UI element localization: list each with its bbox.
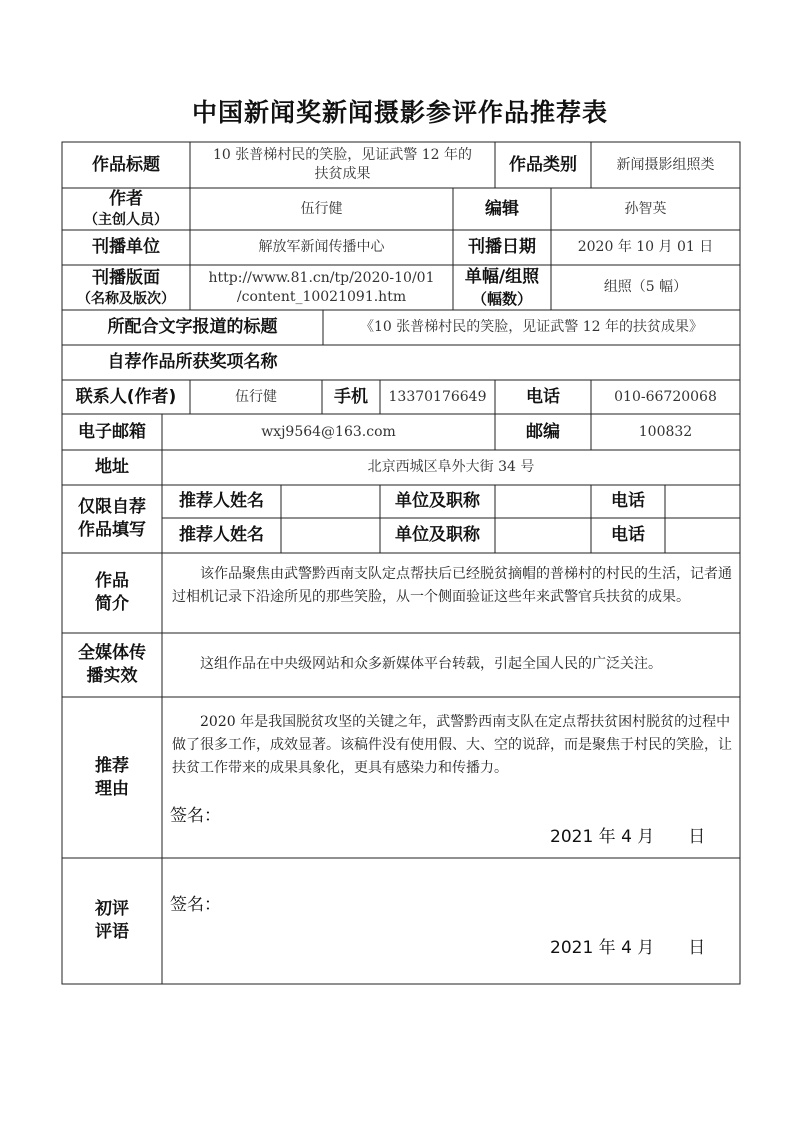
reason-line2: 理由 bbox=[95, 778, 129, 799]
recommender2-phone-value[interactable] bbox=[665, 518, 740, 553]
author-label-main: 作者 bbox=[109, 189, 143, 210]
recommender1-unit-label: 单位及职称 bbox=[395, 491, 480, 512]
media-effect-line1: 全媒体传 bbox=[78, 643, 146, 664]
postcode-value[interactable]: 100832 bbox=[638, 423, 693, 440]
awards-value[interactable] bbox=[323, 345, 740, 380]
author-value[interactable]: 伍行健 bbox=[300, 200, 343, 217]
review-signature-label: 签名： bbox=[170, 895, 221, 915]
article-title-label: 所配合文字报道的标题 bbox=[107, 317, 278, 338]
layout-value[interactable] bbox=[190, 265, 453, 310]
mobile-label: 手机 bbox=[334, 386, 368, 407]
recommender1-phone-value[interactable] bbox=[665, 485, 740, 518]
single-group-value[interactable]: 组照（5 幅） bbox=[603, 279, 688, 296]
recommender2-unit-value[interactable] bbox=[495, 518, 591, 553]
self-only-label bbox=[62, 485, 162, 553]
phone-label: 电话 bbox=[526, 386, 560, 407]
form-title: 中国新闻奖新闻摄影参评作品推荐表 bbox=[191, 98, 608, 127]
recommender1-name-value[interactable] bbox=[281, 485, 380, 518]
reason-text[interactable]: 2020 年是我国脱贫攻坚的关键之年，武警黔西南支队在定点帮扶贫困村脱贫的过程中做了很多工作，成效显著。该稿件没有使用假、大、空的说辞，而是聚焦于村民的笑脸，让扶贫工作带来的成果具象化，更具有感染力和传播力。 bbox=[172, 714, 732, 777]
reason-date: 2021 年 4 月 日 bbox=[550, 827, 706, 847]
recommender1-unit-value[interactable] bbox=[495, 485, 591, 518]
publisher-value[interactable]: 解放军新闻传播中心 bbox=[258, 239, 385, 256]
layout-label-sub: （名称及版次） bbox=[77, 290, 175, 307]
reason-signature-label: 签名： bbox=[170, 806, 221, 826]
recommender1-name-label: 推荐人姓名 bbox=[179, 491, 264, 512]
recommender2-unit-label: 单位及职称 bbox=[395, 525, 480, 546]
recommender2-phone-label: 电话 bbox=[611, 525, 645, 546]
author-label-sub: （主创人员） bbox=[84, 212, 168, 229]
author-label bbox=[62, 188, 190, 230]
phone-value[interactable]: 010-66720068 bbox=[614, 388, 717, 405]
media-effect-label bbox=[62, 633, 162, 697]
media-effect-text[interactable]: 这组作品在中央级网站和众多新媒体平台转载，引起全国人民的广泛关注。 bbox=[200, 656, 662, 673]
review-line1: 初评 bbox=[95, 899, 129, 920]
media-effect-line2: 播实效 bbox=[86, 666, 138, 686]
self-only-line1: 仅限自荐 bbox=[78, 497, 146, 518]
email-label: 电子邮箱 bbox=[78, 421, 146, 442]
single-group-label-main: 单幅/组照 bbox=[464, 266, 540, 287]
editor-label: 编辑 bbox=[485, 198, 519, 219]
contact-value[interactable]: 伍行健 bbox=[235, 388, 277, 405]
summary-text[interactable]: 该作品聚焦由武警黔西南支队定点帮扶后已经脱贫摘帽的普梯村的村民的生活，记者通过相机记录下沿途所见的那些笑脸，从一个侧面验证这些年来武警官兵扶贫的成果。 bbox=[172, 566, 732, 606]
work-title-label: 作品标题 bbox=[92, 154, 160, 175]
layout-line2: /content_10021091.htm bbox=[236, 288, 407, 305]
reason-label bbox=[62, 697, 162, 858]
work-title-line1: 10 张普梯村民的笑脸，见证武警 12 年的 bbox=[213, 147, 472, 164]
work-category-value[interactable]: 新闻摄影组照类 bbox=[616, 156, 715, 173]
summary-line2: 简介 bbox=[95, 594, 129, 614]
single-group-label-sub: （幅数） bbox=[471, 289, 532, 308]
reason-line1: 推荐 bbox=[95, 755, 129, 776]
postcode-label: 邮编 bbox=[526, 421, 560, 442]
article-title-value[interactable]: 《10 张普梯村民的笑脸，见证武警 12 年的扶贫成果》 bbox=[360, 319, 703, 336]
mobile-value[interactable]: 13370176649 bbox=[388, 388, 487, 405]
review-date: 2021 年 4 月 日 bbox=[550, 938, 706, 958]
publisher-label: 刊播单位 bbox=[92, 237, 160, 258]
layout-label-main: 刊播版面 bbox=[92, 267, 160, 288]
editor-value[interactable]: 孙智英 bbox=[624, 200, 667, 217]
review-line2: 评语 bbox=[95, 922, 129, 942]
layout-line1: http://www.81.cn/tp/2020-10/01 bbox=[208, 269, 435, 286]
summary-label bbox=[62, 553, 162, 633]
work-title-value[interactable] bbox=[190, 142, 495, 188]
awards-label: 自荐作品所获奖项名称 bbox=[107, 352, 278, 373]
recommender2-name-value[interactable] bbox=[281, 518, 380, 553]
summary-line1: 作品 bbox=[95, 571, 129, 592]
email-value[interactable]: wxj9564@163.com bbox=[261, 423, 396, 440]
publish-date-label: 刊播日期 bbox=[468, 237, 536, 258]
work-category-label: 作品类别 bbox=[509, 154, 577, 175]
work-title-line2: 扶贫成果 bbox=[314, 166, 371, 182]
single-group-label bbox=[453, 265, 551, 310]
layout-label bbox=[62, 265, 190, 310]
address-value[interactable]: 北京西城区阜外大街 34 号 bbox=[367, 459, 535, 476]
publish-date-value[interactable]: 2020 年 10 月 01 日 bbox=[577, 239, 714, 256]
self-only-line2: 作品填写 bbox=[78, 520, 146, 540]
recommender2-name-label: 推荐人姓名 bbox=[179, 525, 264, 546]
address-label: 地址 bbox=[95, 457, 129, 478]
review-label bbox=[62, 858, 162, 984]
contact-label: 联系人(作者) bbox=[75, 386, 177, 407]
recommender1-phone-label: 电话 bbox=[611, 491, 645, 512]
